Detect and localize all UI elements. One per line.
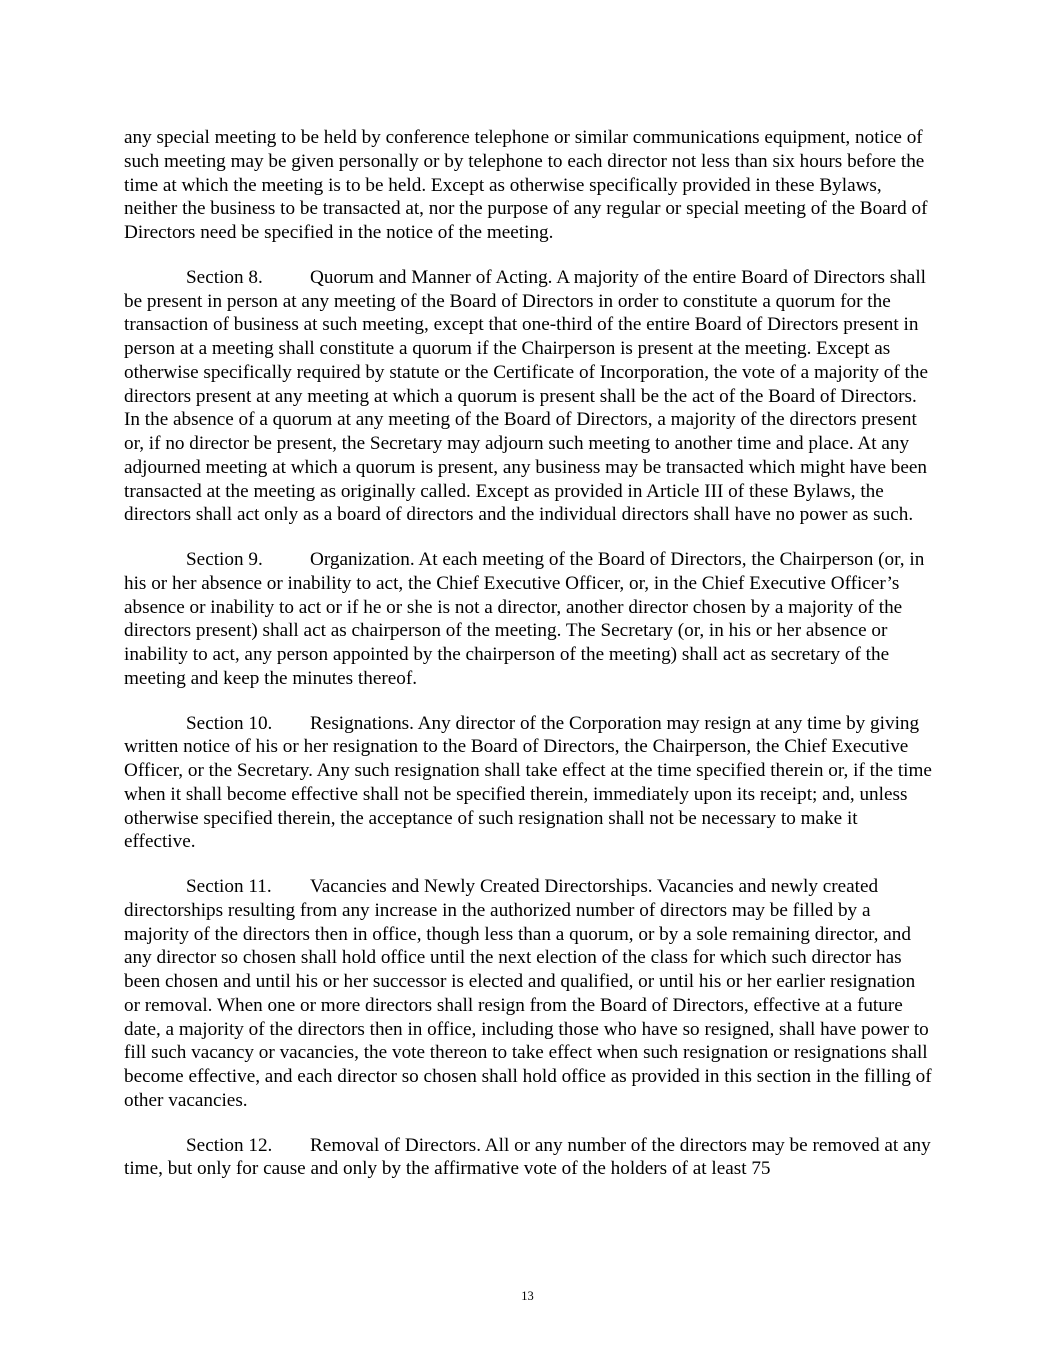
section-number: Section 11. — [186, 876, 272, 897]
section-number: Section 8. — [186, 266, 263, 288]
section-text: Resignations. Any director of the Corporation may resign at any time by giving written notice of his or her resignation to the Board of Directors, the Chairperson, the Chief Executive Officer, or the Secretary. Any such resignation shall take effect at the time specified therein or, if the time when it shall become effective shall not be specified therein, immediately upon its receipt; and, unless otherwise specified therein, the acceptance of such resignation shall not be necessary to make it effective. — [124, 712, 932, 853]
section-11-paragraph — [124, 875, 932, 1113]
section-number: Section 9. — [186, 549, 263, 570]
section-number: Section 10. — [186, 712, 273, 734]
section-text: Quorum and Manner of Acting. A majority of the entire Board of Directors shall be present in person at any meeting of the Board of Directors in order to constitute a quorum for the transaction of business at such meeting, except that one-third of the entire Board of Directors present in person at a meeting shall constitute a quorum if the Chairperson is present at the meeting. Except as otherwise specifically required by statute or the Certificate of Incorporation, the vote of a majority of the directors present at any meeting at which a quorum is present shall be the act of the Board of Directors. In the absence of a quorum at any meeting of the Board of Directors, a majority of the directors present or, if no director be present, the Secretary may adjourn such meeting to another time and place. At any adjourned meeting at which a quorum is present, any business may be transacted which might have been transacted at the meeting as originally called. Except as provided in Article III of these Bylaws, the directors shall act only as a board of directors and the individual directors shall have no power as such. — [124, 266, 928, 526]
section-text: Vacancies and Newly Created Directorships. Vacancies and newly created directorships resulting from any increase in the authorized number of directors may be filled by a majority of the directors then in office, though less than a quorum, or by a sole remaining director, and any director so chosen shall hold office until the next election of the class for which such director has been chosen and until his or her successor is elected and qualified, or until his or her earlier resignation or removal. When one or more directors shall resign from the Board of Directors, effective at a future date, a majority of the directors then in office, including those who have so resigned, shall have power to fill such vacancy or vacancies, the vote thereon to take effect when such resignation or resignations shall become effective, and each director so chosen shall hold office as provided in this section in the filling of other vacancies. — [124, 876, 932, 1111]
section-9-paragraph — [124, 548, 932, 691]
section-12-paragraph — [124, 1134, 932, 1182]
section-8-paragraph — [124, 266, 932, 527]
document-body — [124, 126, 932, 1202]
section-text: Removal of Directors. All or any number of the directors may be removed at any time, but only for cause and only by the affirmative vote of the holders of at least 75 — [124, 1134, 931, 1180]
continuation-paragraph: any special meeting to be held by conference telephone or similar communications equipment, notice of such meeting may be given personally or by telephone to each director not less than six hours before the time at which the meeting is to be held. Except as otherwise specifically provided in these Bylaws, neither the business to be transacted at, nor the purpose of any regular or special meeting of the Board of Directors need be specified in the notice of the meeting. — [124, 127, 928, 243]
section-number: Section 12. — [186, 1134, 273, 1156]
page-number: 13 — [521, 1289, 534, 1303]
section-text: Organization. At each meeting of the Board of Directors, the Chairperson (or, in his or her absence or inability to act, the Chief Executive Officer, or, in the Chief Executive Officer’s absence or inability to act or if he or she is not a director, another director chosen by a majority of the directors present) shall act as chairperson of the meeting. The Secretary (or, in his or her absence or inability to act, any person appointed by the chairperson of the meeting) shall act as secretary of the meeting and keep the minutes thereof. — [124, 549, 925, 689]
section-10-paragraph — [124, 712, 932, 855]
